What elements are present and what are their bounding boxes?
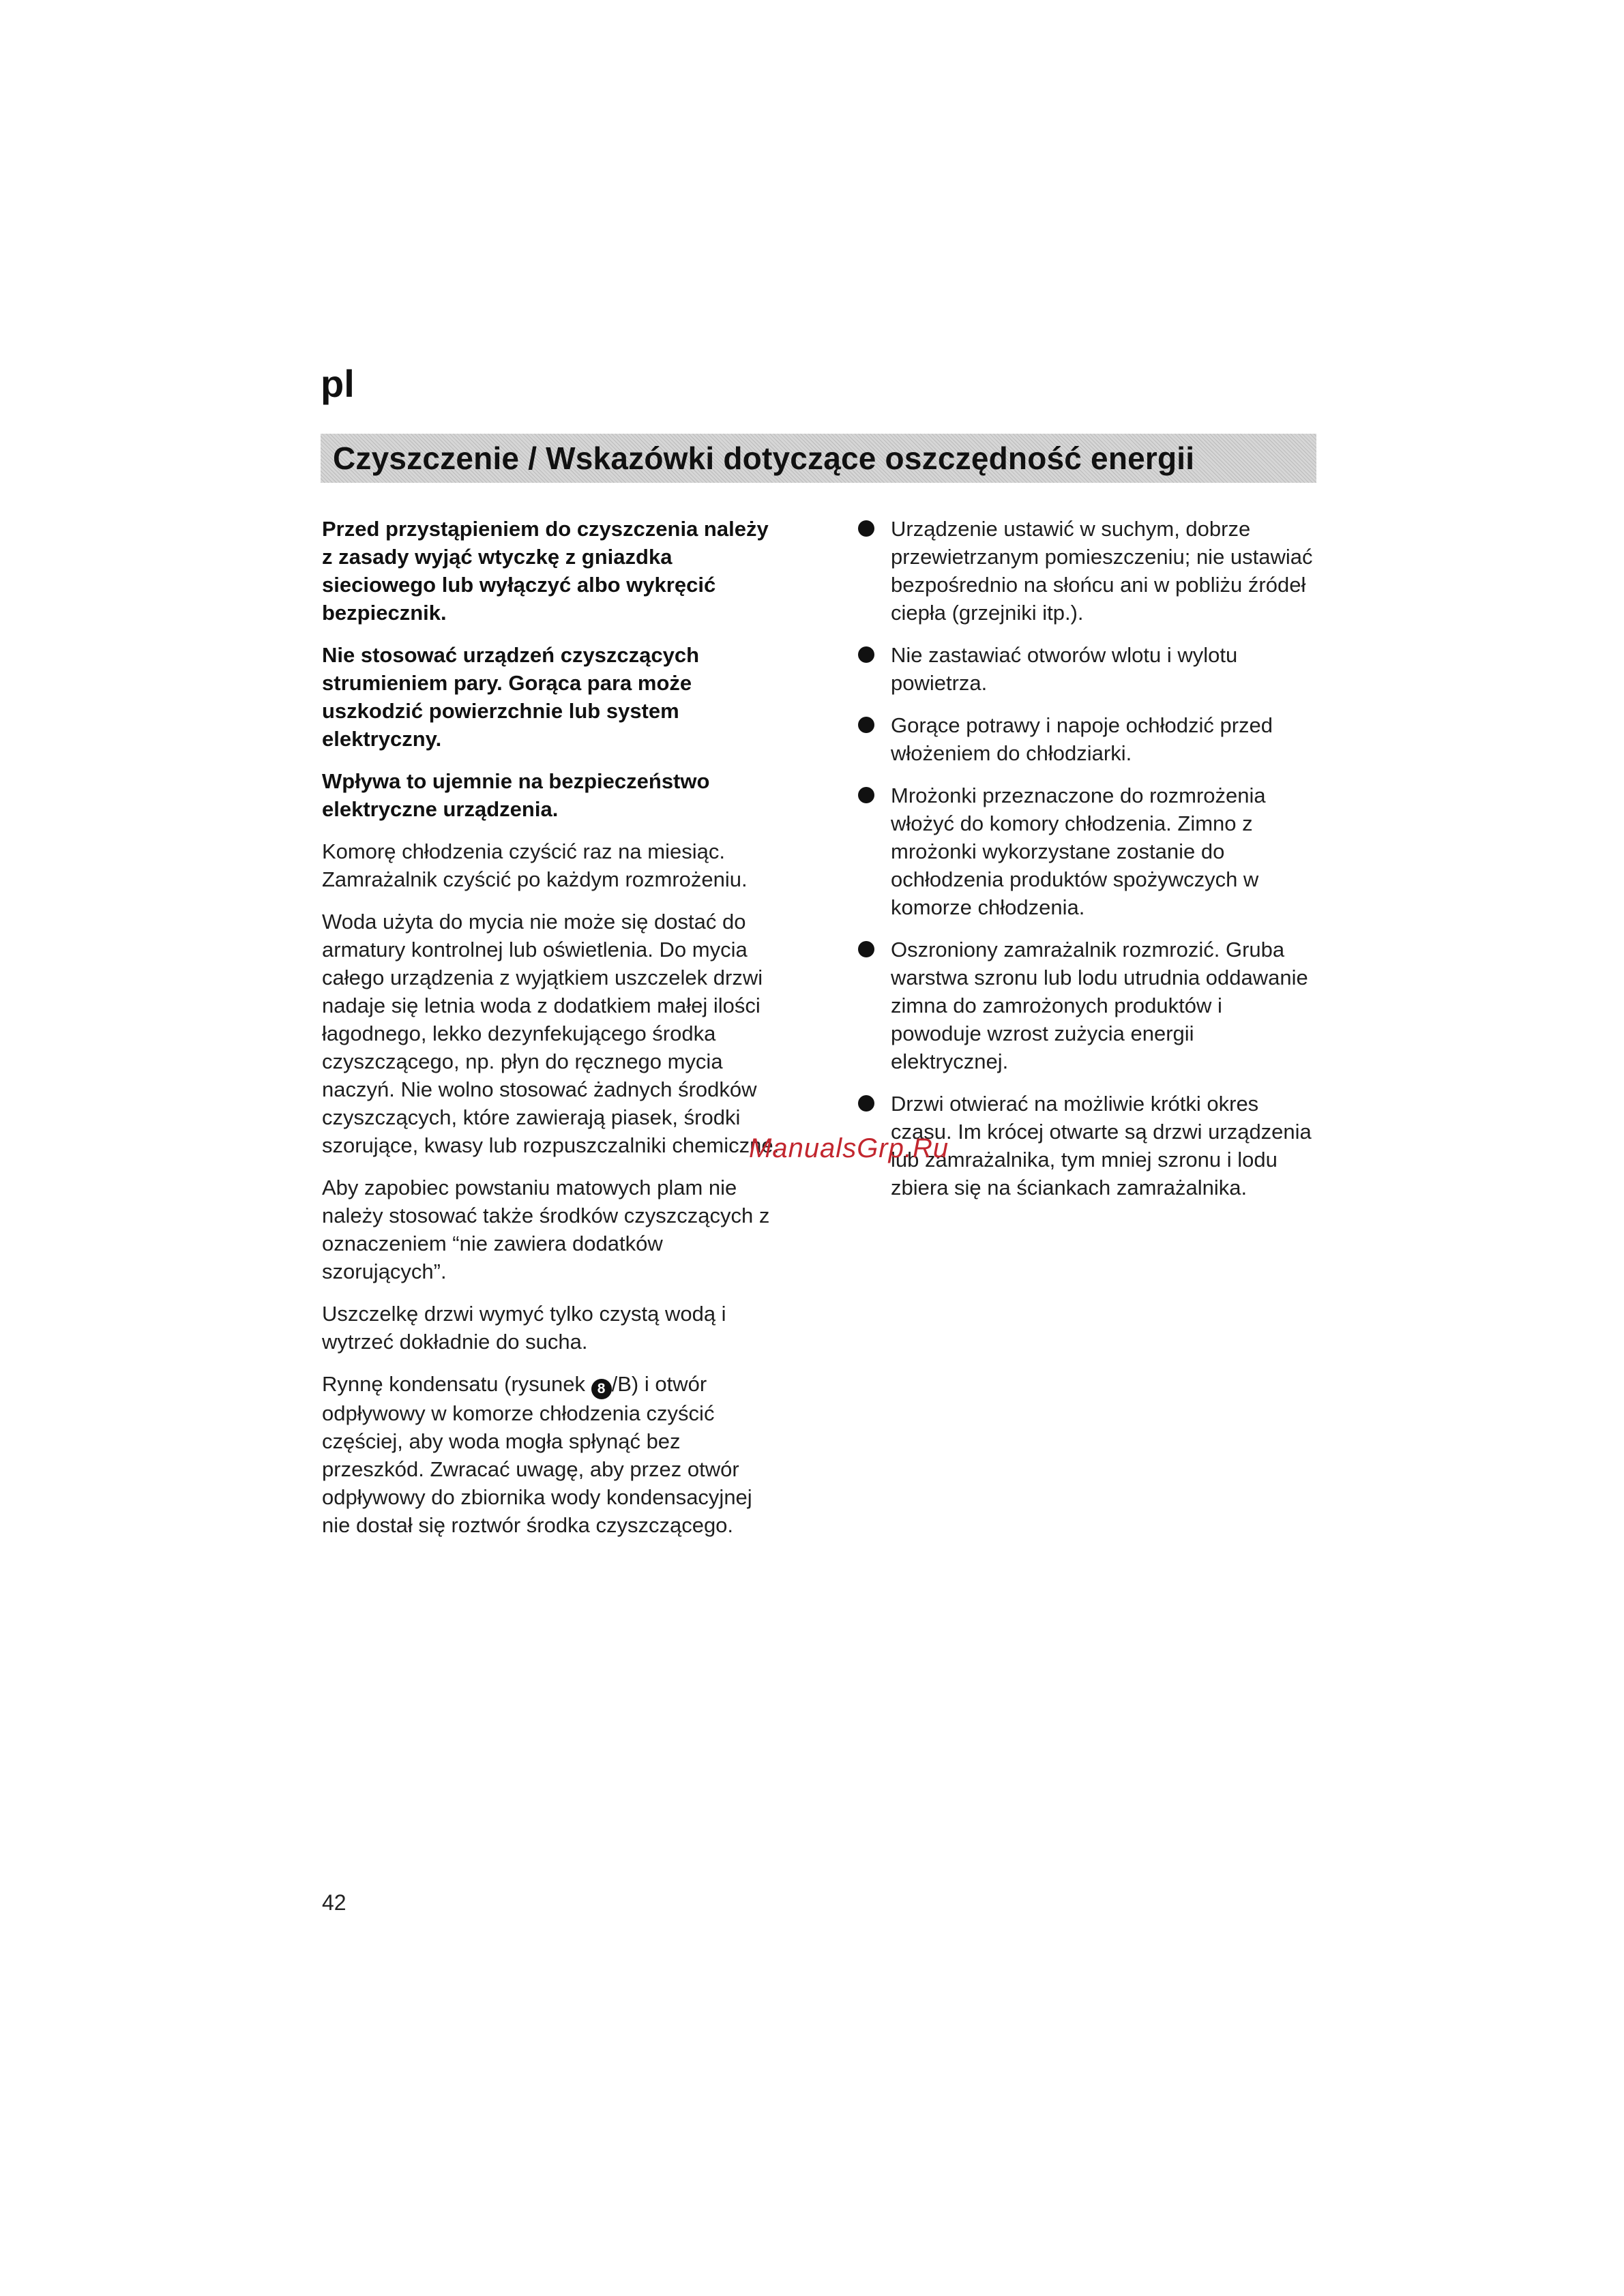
bullet-icon	[858, 520, 874, 537]
watermark: ManualsGrp.Ru	[749, 1133, 949, 1163]
bullet-icon	[858, 787, 874, 803]
drain-text-start: Rynnę kondensatu (rysunek	[322, 1372, 591, 1396]
right-column	[858, 515, 1322, 1216]
list-item: Mrożonki przeznaczone do rozmrożenia włożyć do komory chłodzenia. Zimno z mrożonki wykorzystane zostanie do ochłodzenia produktów spożywczych w komorze chłodzenia.	[858, 781, 1322, 921]
list-item: Oszroniony zamrażalnik rozmrozić. Gruba warstwa szronu lub lodu utrudnia oddawanie zimna do zamrożonych produktów i powoduje wzrost zużycia energii elektrycznej.	[858, 936, 1322, 1075]
warning-safety: Wpływa to ujemnie na bezpieczeństwo elektryczne urządzenia.	[322, 769, 710, 821]
list-item: Nie zastawiać otworów wlotu i wylotu powietrza.	[858, 641, 1322, 697]
list-item: Drzwi otwierać na możliwie krótki okres czasu. Im krócej otwarte są drzwi urządzenia lub zamrażalnika, tym mniej szronu i lodu zbiera się na ściankach zamrażalnika.	[858, 1090, 1322, 1202]
cleaning-frequency: Komorę chłodzenia czyścić raz na miesiąc. Zamrażalnik czyścić po każdym rozmrożeniu.	[322, 839, 748, 891]
drain-text-end: /B) i otwór odpływowy w komorze chłodzenia czyścić częściej, aby woda mogła spłynąć bez przeszkód. Zwracać uwagę, aby przez otwór odpływowy do zbiornika wody kondensacyjnej nie dostał się roztwór środka czyszczącego.	[322, 1372, 752, 1537]
bullet-icon	[858, 1095, 874, 1112]
warning-steam: Nie stosować urządzeń czyszczących strumieniem pary. Gorąca para może uszkodzić powierzchnie lub system elektryczny.	[322, 643, 700, 751]
condensate-drain	[322, 1370, 799, 1539]
left-column	[322, 515, 799, 1553]
list-item: Urządzenie ustawić w suchym, dobrze przewietrzanym pomieszczeniu; nie ustawiać bezpośrednio na słońcu ani w pobliżu źródeł ciepła (grzejniki itp.).	[858, 515, 1322, 627]
section-title-bar	[321, 434, 1316, 483]
page-number: 42	[322, 1890, 346, 1915]
language-code: pl	[321, 362, 355, 405]
section-title: Czyszczenie / Wskazówki dotyczące oszczędność energii	[333, 441, 1195, 476]
matte-stains: Aby zapobiec powstaniu matowych plam nie należy stosować także środków czyszczących z oznaczeniem “nie zawiera dodatków szorujących”.	[322, 1176, 770, 1283]
bullet-icon	[858, 941, 874, 957]
door-seal: Uszczelkę drzwi wymyć tylko czystą wodą i wytrzeć dokładnie do sucha.	[322, 1302, 726, 1354]
bullet-icon	[858, 646, 874, 663]
cleaning-water: Woda użyta do mycia nie może się dostać do armatury kontrolnej lub oświetlenia. Do mycia całego urządzenia z wyjątkiem uszczelek drzwi nadaje się letnia woda z dodatkiem małej ilości łagodnego, lekko dezynfekującego środka czyszczącego, np. płyn do ręcznego mycia naczyń. Nie wolno stosować żadnych środków czyszczących, które zawierają piasek, środki szorujące, kwasy lub rozpuszczalniki chemiczne.	[322, 910, 780, 1157]
warning-unplug: Przed przystąpieniem do czyszczenia należy z zasady wyjąć wtyczkę z gniazdka sieciowego lub wyłączyć albo wykręcić bezpiecznik.	[322, 517, 769, 625]
list-item: Gorące potrawy i napoje ochłodzić przed włożeniem do chłodziarki.	[858, 711, 1322, 767]
figure-number-icon: 8	[591, 1379, 612, 1399]
energy-tips-list	[858, 515, 1322, 1202]
bullet-icon	[858, 717, 874, 733]
